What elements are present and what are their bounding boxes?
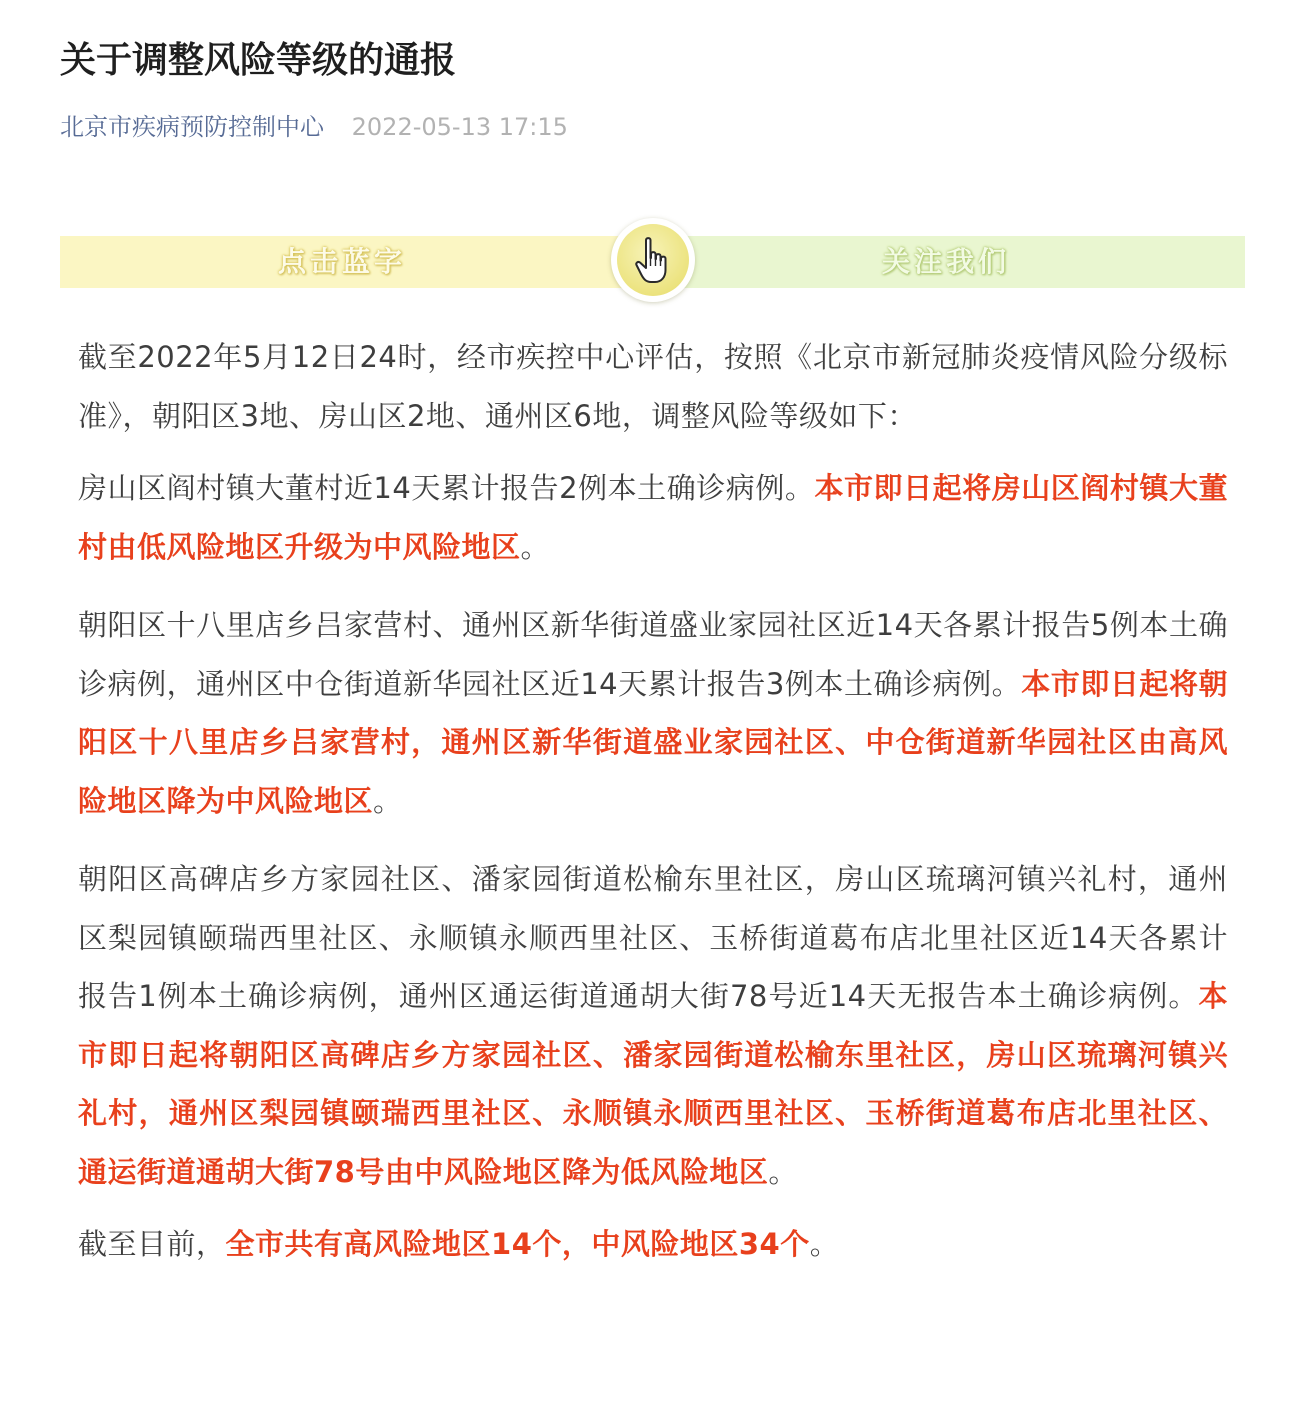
pointing-hand-icon [633,236,673,286]
article-title: 关于调整风险等级的通报 [60,40,457,81]
paragraph-text: 截至2022年5月12日24时，经市疾控中心评估，按照《北京市新冠肺炎疫情风险分级标准》，朝阳区3地、房山区2地、通州区6地，调整风险等级如下： [78,340,1228,433]
paragraph-highlight: 全市共有高风险地区14个，中风险地区34个 [225,1227,810,1261]
paragraph-end: 。 [373,783,403,818]
paragraph-downgrade-medium [78,850,1228,1201]
paragraph-fangshan [78,459,1228,576]
paragraph-intro [78,328,1228,445]
paragraph-end: 。 [768,1154,798,1189]
paragraph-highlight: 本市即日起将朝阳区十八里店乡吕家营村，通州区新华街道盛业家园社区、中仓街道新华园社区由高风险地区降为中风险地区 [78,666,1228,818]
banner-click-text[interactable]: 点击蓝字 [278,245,407,278]
paragraph-text: 朝阳区十八里店乡吕家营村、通州区新华街道盛业家园社区近14天各累计报告5例本土确诊病例，通州区中仓街道新华园社区近14天累计报告3例本土确诊病例。 [78,608,1228,701]
paragraph-end: 。 [809,1227,840,1261]
author-link[interactable]: 北京市疾病预防控制中心 [60,113,324,141]
pointing-hand-button[interactable] [611,218,695,302]
paragraph-text: 截至目前， [78,1227,226,1261]
paragraph-text: 朝阳区高碑店乡方家园社区、潘家园街道松榆东里社区，房山区琉璃河镇兴礼村，通州区梨园镇颐瑞西里社区、永顺镇永顺西里社区、玉桥街道葛布店北里社区近14天各累计报告1例本土确诊病例，通州区通运街道通胡大街78号近14天无报告本土确诊病例。 [78,862,1228,1013]
paragraph-downgrade-high [78,596,1228,830]
paragraph-highlight: 本市即日起将朝阳区高碑店乡方家园社区、潘家园街道松榆东里社区，房山区琉璃河镇兴礼村，通州区梨园镇颐瑞西里社区、永顺镇永顺西里社区、玉桥街道葛布店北里社区、通运街道通胡大街78号由中风险地区降为低风险地区 [78,979,1228,1189]
article-body [78,328,1228,1274]
paragraph-text: 房山区阎村镇大董村近14天累计报告2例本土确诊病例。 [78,471,815,505]
article-meta [60,110,568,144]
publish-date: 2022-05-13 17:15 [351,113,568,141]
follow-banner[interactable] [60,236,1245,288]
banner-follow-text[interactable]: 关注我们 [882,245,1011,278]
paragraph-end: 。 [520,529,551,564]
paragraph-highlight: 本市即日起将房山区阎村镇大董村由低风险地区升级为中风险地区 [78,471,1228,564]
paragraph-summary [78,1215,1228,1274]
